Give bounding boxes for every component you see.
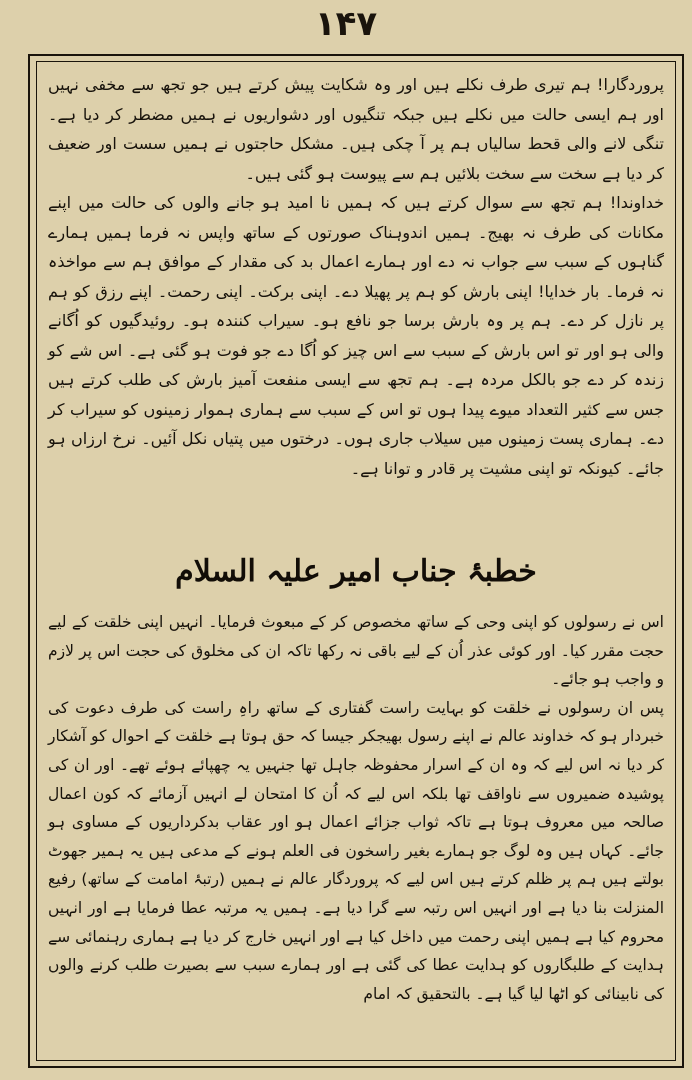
prayer-paragraph-1: پروردگارا! ہم تیری طرف نکلے ہیں اور وہ شکایت پیش کرتے ہیں جو تجھ سے مخفی نہیں اور ہم ایسی حالت میں نکلے ہیں جبکہ تنگیوں اور دشواریوں نے ہمیں مضطر کر دیا ہے۔ تنگی لانے والی قحط سالیاں ہم پر آ چکی ہیں۔ مشکل حاجتوں نے ہمیں سست اور ضعیف کر دیا ہے سخت سے سخت بلائیں ہم سے پیوست ہو گئی ہیں۔: [48, 75, 664, 183]
sermon-paragraph-2: پس ان رسولوں نے خلقت کو بہایت راست گفتاری کے ساتھ راہِ راست کی طرف دعوت کی خبردار ہو کہ خداوند عالم نے اپنے رسول بھیجکر جیسا کہ حق ہوتا ہے خلقت کے احوال کو آشکار کر دیا نہ اس لیے کہ وہ ان کے اسرار محفوظہ جاہل تھا جنہیں یہ چھپائے ہوئے تھے۔ اور ان کی پوشیدہ ضمیروں سے ناواقف تھا بلکہ اس لیے کہ اُن کا امتحان لے انہیں آزمائے کہ کون اعمال صالحہ میں معروف ہوتا ہے تاکہ ثواب جزائے اعمال ہو اور عقاب بدکرداریوں کے مساوی ہو جائے۔ کہاں ہیں وہ لوگ جو ہمارے بغیر راسخون فی العلم ہونے کے مدعی ہیں یہ ہمیر جھوٹ بولتے ہیں ہم پر ظلم کرتے ہیں اس لیے کہ پروردگار عالم نے ہمیں (رتبۂ امامت کے ساتھ) رفیع المنزلت بنا دیا ہے اور انہیں اس رتبہ سے گرا دیا ہے۔ ہمیں یہ مرتبہ عطا فرمایا ہے اور انہیں محروم کیا ہے ہمیں اپنی رحمت میں داخل کیا ہے اور انہیں خارج کر دیا ہے ہماری رہنمائی سے ہدایت کے طلبگاروں کو ہدایت عطا کی گئی ہے اور ہمارے سبب سے بصیرت طلب کرنے والوں کی نابینائی کو اٹھا لیا گیا ہے۔ بالتحقیق کہ امام: [48, 698, 664, 1003]
prayer-text-block: [48, 70, 664, 483]
sermon-paragraph-1: اس نے رسولوں کو اپنی وحی کے ساتھ مخصوص کر کے مبعوث فرمایا۔ انہیں اپنی خلقت کے لیے حجت مقرر کیا۔ اور کوئی عذر اُن کے لیے باقی نہ رکھا تاکہ ان کی مخلوق کی حجت اس پر لازم و واجب ہو جائے۔: [48, 613, 664, 689]
section-heading: خطبۂ جناب امیر علیہ السلام: [175, 554, 537, 589]
sermon-text-block: [48, 608, 664, 1008]
prayer-paragraph-2: خداوندا! ہم تجھ سے سوال کرتے ہیں کہ ہمیں نا امید ہو جانے والوں کی حالت میں اپنے مکانات کی طرف نہ بھیج۔ ہمیں اندوہناک صورتوں کے ساتھ واپس نہ فرما ہمیں ہمارے گناہوں کے سبب سے جواب نہ دے اور ہمارے اعمال بد کی مقدار کے موافق ہم سے مواخذہ نہ فرما۔ بار خدایا! اپنی بارش کو ہم پر پھیلا دے۔ اپنی برکت۔ اپنی رحمت۔ اپنے رزق کو ہم پر نازل کر دے۔ ہم پر وہ بارش برسا جو نافع ہو۔ سیراب کنندہ ہو۔ روئیدگیوں کو اُگانے والی ہو اور تو اس بارش کے سبب سے اس چیز کو اُگا دے جو فوت ہو گئی ہے۔ اس شے کو زندہ کر دے جو بالکل مردہ ہے۔ ہم تجھ سے ایسی منفعت آمیز بارش کی طلب کرتے ہیں جس سے کثیر التعداد میوے پیدا ہوں تو اس کے سبب سے ہماری ہموار زمینوں کو سیراب کر دے۔ ہماری پست زمینوں میں سیلاب جاری ہوں۔ درختوں میں پتیاں نکل آئیں۔ نرخ ارزاں ہو جائے۔ کیونکہ تو اپنی مشیت پر قادر و توانا ہے۔: [48, 193, 664, 478]
page-number: ۱۴۷: [314, 4, 378, 44]
